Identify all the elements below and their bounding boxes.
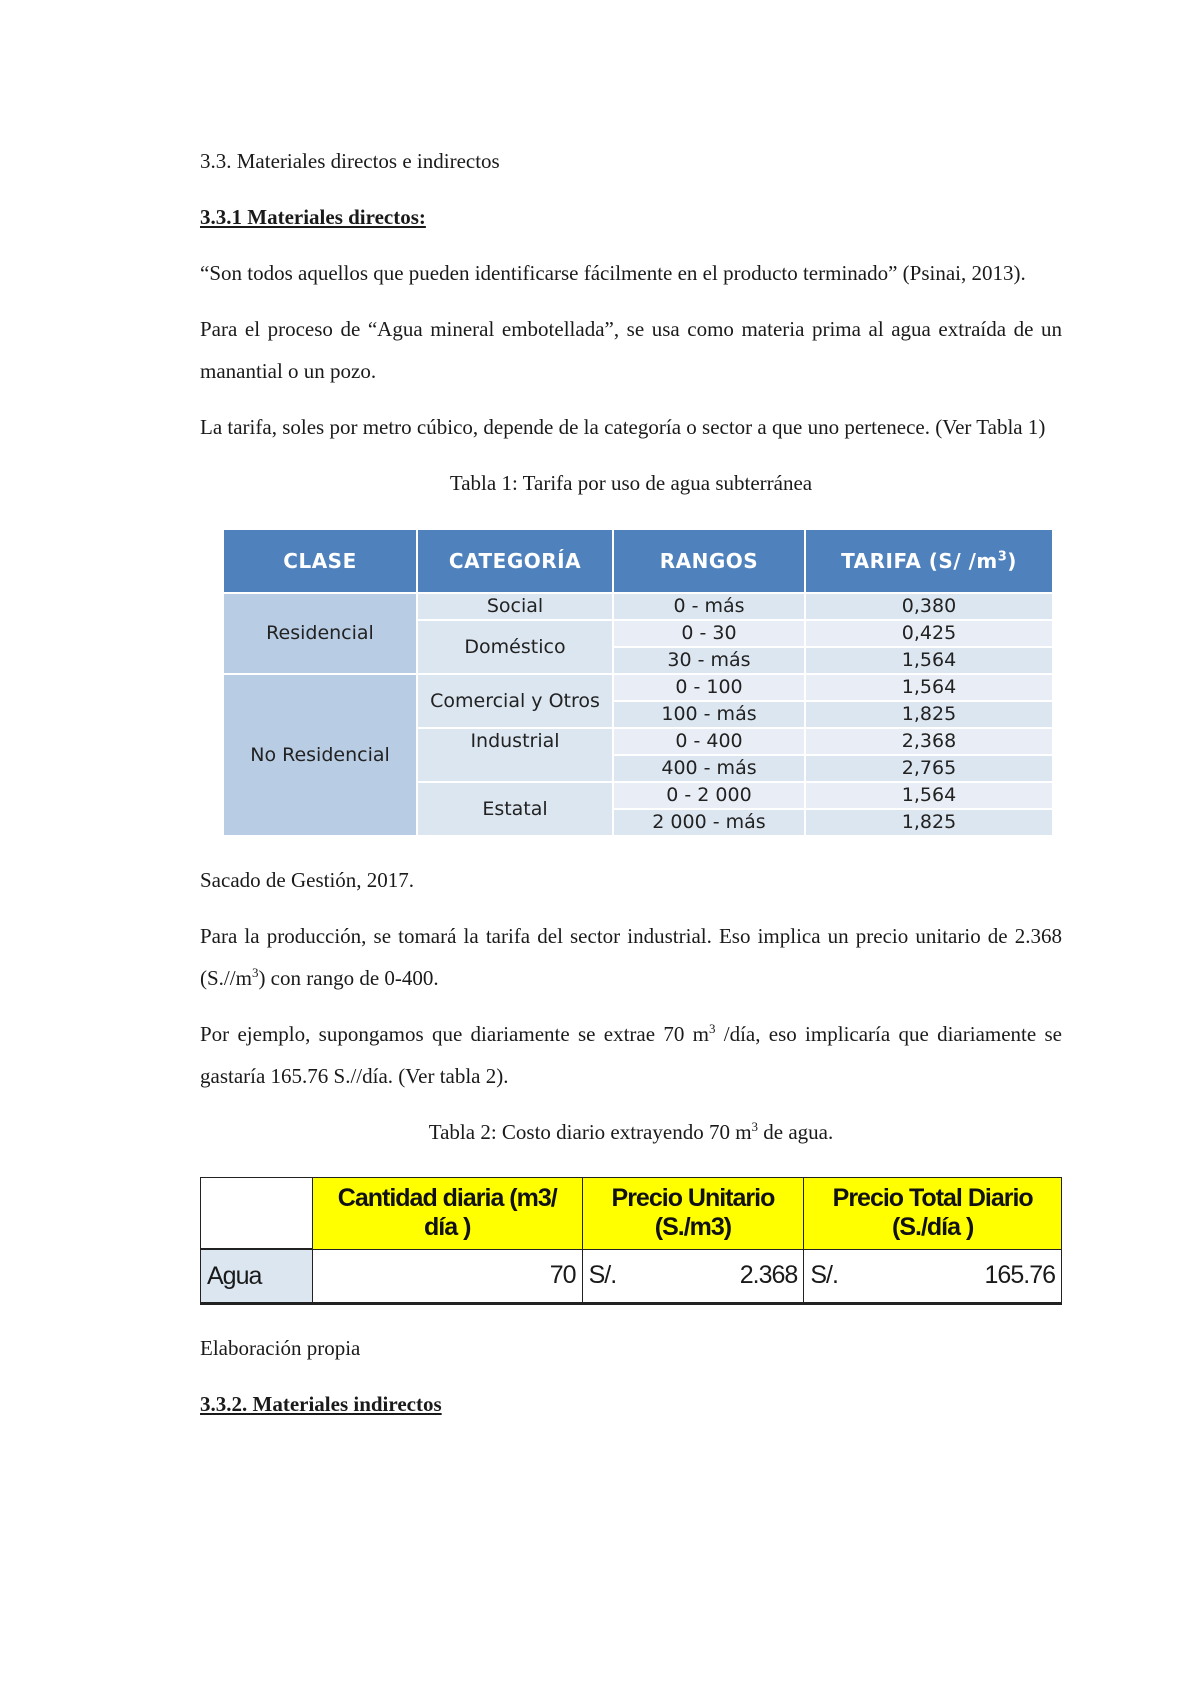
- tarifa-cell: 1,564: [806, 648, 1052, 673]
- table-row: [224, 594, 1052, 619]
- paragraph-tariff: La tarifa, soles por metro cúbico, depende de la categoría o sector a que uno pertenece. (Ver Tabla 1): [200, 415, 1046, 439]
- rango-cell: 0 - 2 000: [614, 783, 804, 808]
- table-row: [201, 1249, 1062, 1304]
- tarifa-cell: 1,825: [806, 810, 1052, 835]
- clase-no-residencial: No Residencial: [224, 675, 416, 835]
- rango-cell: 2 000 - más: [614, 810, 804, 835]
- rango-cell: 0 - 30: [614, 621, 804, 646]
- clase-residencial: Residencial: [224, 594, 416, 673]
- tarifa-cell: 1,564: [806, 783, 1052, 808]
- table2-source: Elaboración propia: [200, 1336, 361, 1360]
- rango-cell: 0 - 400: [614, 729, 804, 754]
- tarifa-cell: 1,564: [806, 675, 1052, 700]
- header-tarifa: TARIFA (S/ $/m^3$): [806, 530, 1052, 592]
- subsection-heading-direct: 3.3.1 Materiales directos:: [200, 205, 426, 229]
- categoria-industrial: Industrial: [418, 729, 612, 781]
- tarifa-cell: 0,425: [806, 621, 1052, 646]
- header-precio-total: Precio Total Diario (S./día ): [804, 1178, 1062, 1250]
- cantidad-cell: 70: [312, 1249, 582, 1304]
- table-row: [224, 675, 1052, 700]
- paragraph-example: Por ejemplo, supongamos que diariamente se extrae 70 $m^3$ /día, eso implicaría que diariamente se gastaría 165.76 S.//día. (Ver tabla 2).: [200, 1021, 1062, 1088]
- categoria-domestico: Doméstico: [418, 621, 612, 673]
- amount-value: 165.76: [984, 1261, 1055, 1290]
- tariff-table-header: [224, 530, 1052, 592]
- precio-unitario-cell: [582, 1249, 804, 1304]
- paragraph-raw-material: Para el proceso de “Agua mineral embotellada”, se usa como materia prima al agua extraída de un manantial o un pozo.: [200, 317, 1062, 383]
- table1-source: Sacado de Gestión, 2017.: [200, 868, 415, 892]
- categoria-social: Social: [418, 594, 612, 619]
- section-title: 3.3. Materiales directos e indirectos: [200, 149, 500, 173]
- categoria-estatal: Estatal: [418, 783, 612, 835]
- row-label-agua: Agua: [201, 1249, 313, 1304]
- rango-cell: 100 - más: [614, 702, 804, 727]
- rango-cell: 400 - más: [614, 756, 804, 781]
- header-rangos: RANGOS: [614, 530, 804, 592]
- paragraph-unit-price: Para la producción, se tomará la tarifa del sector industrial. Eso implica un precio unitario de 2.368 $(S.//m^3)$ con rango de 0-400.: [200, 924, 1062, 990]
- tarifa-cell: 1,825: [806, 702, 1052, 727]
- tariff-table: [222, 528, 1054, 837]
- categoria-comercial: Comercial y Otros: [418, 675, 612, 727]
- rango-cell: 0 - 100: [614, 675, 804, 700]
- header-cantidad: Cantidad diaria (m3/ día ): [312, 1178, 582, 1250]
- precio-total-cell: [804, 1249, 1062, 1304]
- table2-caption: Tabla 2: Costo diario extrayendo 70 $m^3$ de agua.: [428, 1119, 834, 1144]
- daily-cost-header: [201, 1178, 1062, 1250]
- table1-caption: Tabla 1: Tarifa por uso de agua subterránea: [449, 471, 813, 495]
- tarifa-cell: 0,380: [806, 594, 1052, 619]
- header-clase: CLASE: [224, 530, 416, 592]
- tarifa-cell: 2,765: [806, 756, 1052, 781]
- currency-label: S/.: [588, 1261, 617, 1290]
- paragraph-definition: “Son todos aquellos que pueden identificarse fácilmente en el producto terminado” (Psinai, 2013).: [200, 261, 1026, 285]
- daily-cost-table: [200, 1177, 1062, 1305]
- header-empty: [201, 1178, 313, 1250]
- document-content: [200, 140, 1062, 1439]
- rango-cell: 0 - más: [614, 594, 804, 619]
- rango-cell: 30 - más: [614, 648, 804, 673]
- subsection-heading-indirect: 3.3.2. Materiales indirectos: [200, 1392, 442, 1416]
- amount-value: 2.368: [739, 1261, 798, 1290]
- tarifa-cell: 2,368: [806, 729, 1052, 754]
- header-precio-unitario: Precio Unitario (S./m3): [582, 1178, 804, 1250]
- currency-label: S/.: [810, 1261, 838, 1290]
- header-categoria: CATEGORÍA: [418, 530, 612, 592]
